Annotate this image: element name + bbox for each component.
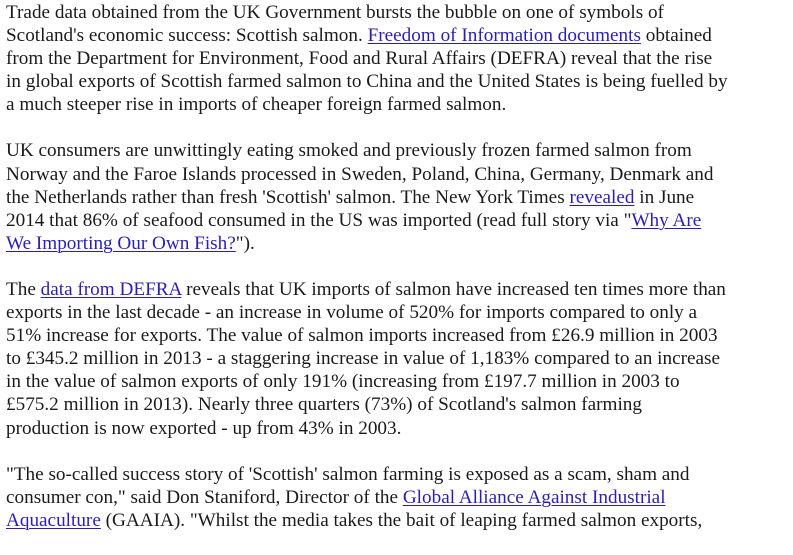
text-line bbox=[6, 509, 786, 532]
paragraph-uk-consumers bbox=[6, 139, 786, 254]
text-line bbox=[6, 70, 786, 93]
text: in the value of salmon exports of only 191% (increasing from £197.7 million in 2003 to bbox=[6, 371, 680, 393]
text: in global exports of Scottish farmed salmon to China and the United States is being fuelled by bbox=[6, 71, 728, 93]
text: £575.2 million in 2013). Nearly three quarters (73%) of Scotland's salmon farming bbox=[6, 394, 642, 416]
text-line bbox=[6, 393, 786, 416]
text: exports in the last decade - an increase in volume of 520% for imports compared to only a bbox=[6, 302, 698, 324]
why-are-we-importing-link[interactable]: Why Are bbox=[631, 209, 702, 231]
text-line bbox=[6, 347, 786, 370]
text-line bbox=[6, 232, 786, 255]
text: from the Department for Environment, Food and Rural Affairs (DEFRA) reveal that the rise bbox=[6, 48, 713, 70]
text: "). bbox=[235, 232, 255, 254]
text: obtained bbox=[640, 25, 712, 47]
text: Trade data obtained from the UK Government bursts the bubble on one of symbols of bbox=[6, 2, 664, 23]
text-line bbox=[6, 163, 786, 186]
text: in June bbox=[634, 186, 695, 208]
text: Norway and the Faroe Islands processed in Sweden, Poland, China, Germany, Denmark and bbox=[6, 163, 714, 185]
text: UK consumers are unwittingly eating smoked and previously frozen farmed salmon from bbox=[6, 140, 692, 162]
text: "The so-called success story of 'Scottish' salmon farming is exposed as a scam, sham and bbox=[6, 463, 690, 485]
text-line bbox=[6, 278, 786, 301]
text-line bbox=[6, 93, 786, 116]
text-line bbox=[6, 324, 786, 347]
nyt-revealed-link[interactable]: revealed bbox=[569, 186, 635, 208]
text-line bbox=[6, 139, 786, 162]
text-line bbox=[6, 486, 786, 509]
text-line bbox=[6, 370, 786, 393]
text: a much steeper rise in imports of cheaper foreign farmed salmon. bbox=[6, 94, 507, 116]
text-line bbox=[6, 1, 786, 24]
text: consumer con," said Don Staniford, Director of the bbox=[6, 486, 403, 508]
text-line bbox=[6, 186, 786, 209]
text-line bbox=[6, 463, 786, 486]
text: Scotland's economic success: Scottish salmon. bbox=[6, 25, 368, 47]
text-line bbox=[6, 47, 786, 70]
paragraph-trade-data bbox=[6, 1, 786, 116]
text-line bbox=[6, 301, 786, 324]
text: The bbox=[6, 278, 41, 300]
data-from-defra-link[interactable]: data from DEFRA bbox=[40, 278, 182, 300]
why-are-we-importing-link-cont[interactable]: We Importing Our Own Fish? bbox=[6, 232, 236, 254]
foi-documents-link[interactable]: Freedom of Information documents bbox=[367, 25, 641, 47]
text: the Netherlands rather than fresh 'Scottish' salmon. The New York Times bbox=[6, 186, 570, 208]
text: to £345.2 million in 2013 - a staggering increase in value of 1,183% compared to an increase bbox=[6, 348, 720, 370]
text-line bbox=[6, 417, 786, 440]
paragraph-defra-data bbox=[6, 278, 786, 440]
text: 2014 that 86% of seafood consumed in the US was imported (read full story via " bbox=[6, 209, 632, 231]
text: reveals that UK imports of salmon have increased ten times more than bbox=[181, 278, 726, 300]
article-body bbox=[6, 1, 786, 555]
text-line bbox=[6, 24, 786, 47]
text: production is now exported - up from 43% in 2003. bbox=[6, 417, 402, 439]
text: (GAAIA). "Whilst the media takes the bait of leaping farmed salmon exports, bbox=[100, 509, 703, 531]
paragraph-staniford-quote bbox=[6, 463, 786, 532]
text-line bbox=[6, 209, 786, 232]
text: 51% increase for exports. The value of salmon imports increased from £26.9 million in 2003 bbox=[6, 325, 718, 347]
gaaia-link[interactable]: Global Alliance Against Industrial bbox=[402, 486, 666, 508]
gaaia-link-cont[interactable]: Aquaculture bbox=[6, 509, 101, 531]
